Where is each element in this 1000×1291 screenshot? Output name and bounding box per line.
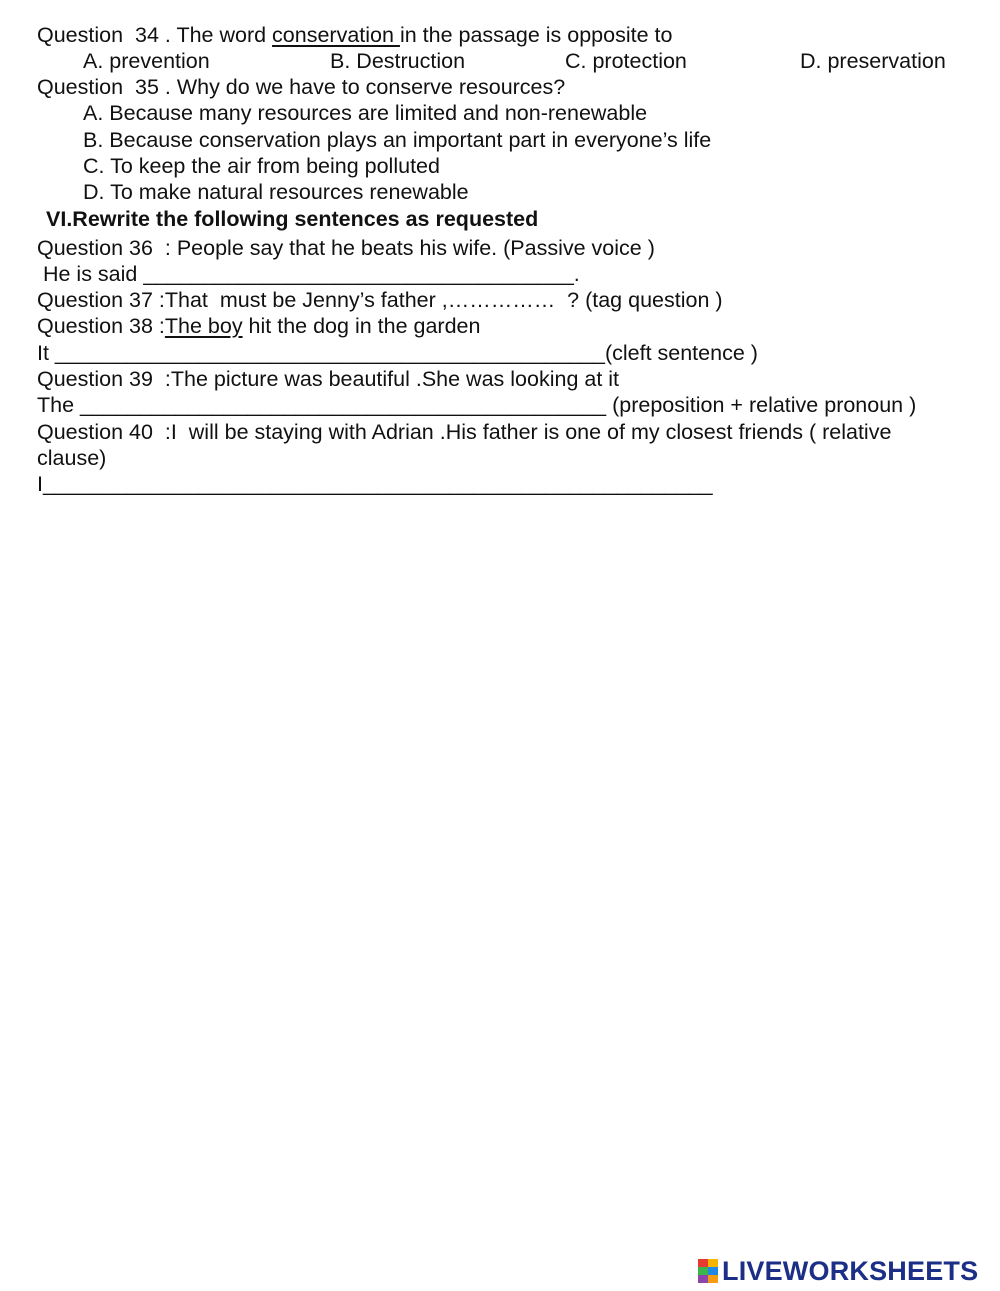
question-37[interactable]: Question 37 :That must be Jenny’s father ,…………… ? (tag question ) (37, 288, 723, 312)
answer-38[interactable]: It ______________________________________________(cleft sentence ) (37, 341, 758, 365)
question-35: Question 35 . Why do we have to conserve resources? (37, 75, 566, 99)
q34-option-c[interactable]: C. protection (565, 49, 687, 73)
question-34-prefix: Question 34 . The word (37, 23, 273, 47)
question-34-keyword: conservation (272, 23, 400, 47)
answer-36[interactable]: He is said ____________________________________. (37, 262, 580, 286)
liveworksheets-logo-icon (698, 1259, 718, 1283)
question-40-line2: clause) (37, 446, 107, 470)
question-38-prefix: Question 38 : (37, 314, 165, 338)
question-38-suffix: hit the dog in the garden (242, 314, 481, 338)
q34-option-a[interactable]: A. prevention (83, 49, 210, 73)
liveworksheets-logo (698, 1256, 978, 1286)
q34-option-b[interactable]: B. Destruction (330, 49, 466, 73)
question-38-underlined-subject: The boy (164, 314, 243, 338)
question-34-suffix: in the passage is opposite to (399, 23, 673, 47)
answer-39[interactable]: The ____________________________________________ (preposition + relative pronoun ) (37, 393, 917, 417)
section-heading: VI.Rewrite the following sentences as requested (46, 207, 539, 231)
question-34 (37, 22, 672, 48)
q35-option-c[interactable]: C. To keep the air from being polluted (83, 154, 440, 178)
question-38 (37, 313, 480, 339)
question-40-line1: Question 40 :I will be staying with Adrian .His father is one of my closest friends ( relative (37, 420, 892, 444)
q35-option-a[interactable]: A. Because many resources are limited and non-renewable (83, 101, 648, 125)
answer-40[interactable]: I________________________________________________________ (37, 472, 713, 496)
q35-option-b[interactable]: B. Because conservation plays an important part in everyone’s life (83, 128, 712, 152)
q35-option-d[interactable]: D. To make natural resources renewable (83, 180, 469, 204)
question-36: Question 36 : People say that he beats his wife. (Passive voice ) (37, 236, 655, 260)
question-39: Question 39 :The picture was beautiful .She was looking at it (37, 367, 620, 391)
liveworksheets-logo-text: LIVEWORKSHEETS (722, 1255, 979, 1286)
q34-option-d[interactable]: D. preservation (800, 49, 946, 73)
